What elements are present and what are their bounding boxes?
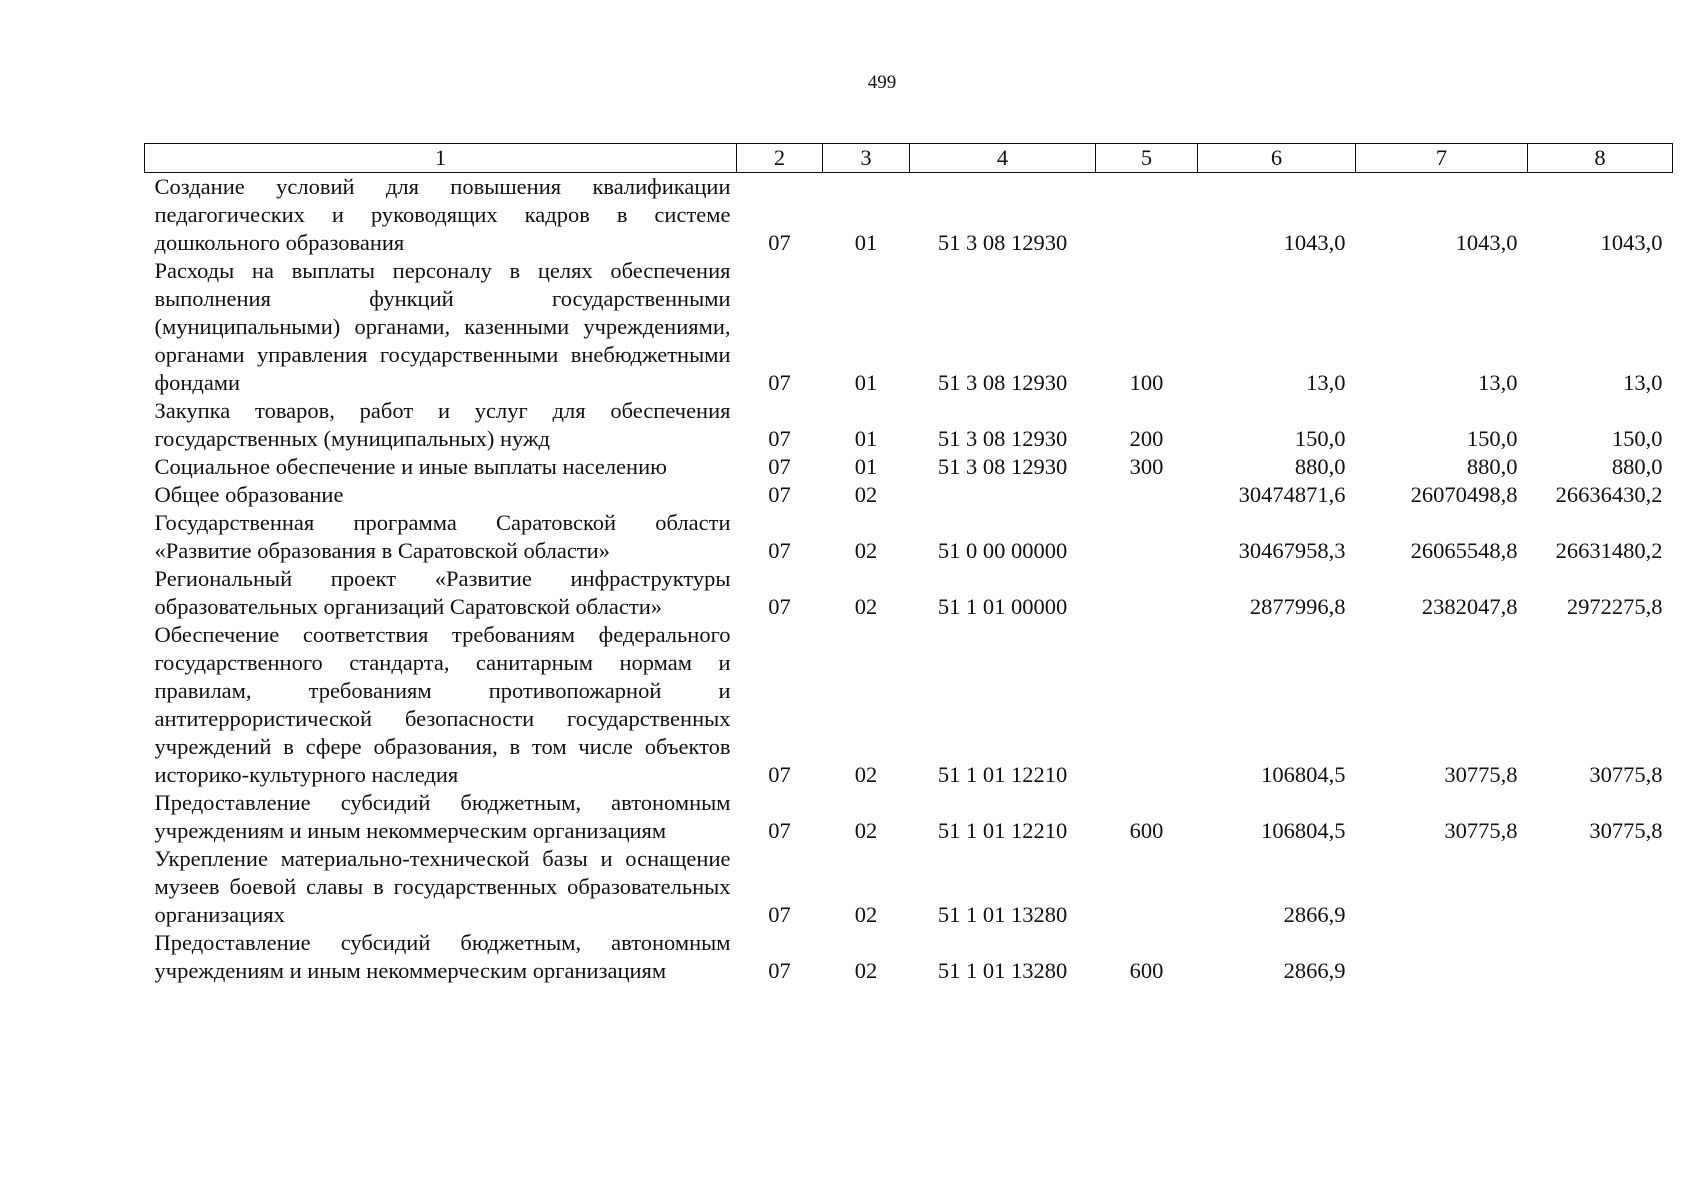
row-target-code: 51 1 01 12210 [937,818,1068,843]
row-subsection: 02 [854,762,878,787]
row-amount-col-6: 150,0 [1294,426,1346,451]
row-expense-type [1096,173,1198,258]
page-number: 499 [867,72,897,93]
table-row [145,397,1673,453]
row-amount-col-6: 1043,0 [1283,230,1346,255]
table-row [145,481,1673,509]
row-name: Расходы на выплаты персоналу в целях обеспечения выполнения функций государственными (муниципальными) органами, казенными учреждениями, органами управления государственными внебюджетными фондами [154,258,731,395]
row-name: Региональный проект «Развитие инфраструктуры образовательных организаций Саратовской области» [154,566,731,619]
row-amount-col-6: 30467958,3 [1238,538,1346,563]
row-amount-col-6: 106804,5 [1261,818,1346,843]
row-target-code: 51 1 01 00000 [937,594,1068,619]
table-row [145,453,1673,481]
row-expense-type: 600 [1129,958,1164,983]
row-name: Укрепление материально-технической базы и оснащение музеев боевой славы в государственных образовательных организациях [154,846,731,927]
header-col-2: 2 [737,144,823,173]
row-target-code: 51 3 08 12930 [937,426,1068,451]
table-row [145,509,1673,565]
row-amount-col-7: 1043,0 [1455,230,1518,255]
row-amount-col-8: 26631480,2 [1555,538,1663,563]
row-amount-col-6: 2877996,8 [1249,594,1346,619]
row-expense-type [1096,845,1198,929]
row-amount-col-8: 2972275,8 [1566,594,1663,619]
row-expense-type [1096,481,1198,509]
row-section: 07 [768,902,791,927]
row-amount-col-7 [1356,845,1528,929]
row-amount-col-6: 13,0 [1306,370,1346,395]
row-section: 07 [768,230,791,255]
row-subsection: 01 [854,454,878,479]
table-body [145,173,1673,986]
row-section: 07 [768,594,791,619]
table-row [145,929,1673,985]
row-name: Создание условий для повышения квалификации педагогических и руководящих кадров в системе дошкольного образования [154,174,731,255]
row-amount-col-7: 2382047,8 [1421,594,1518,619]
budget-table [144,143,1673,985]
row-amount-col-8 [1528,845,1673,929]
row-amount-col-8: 30775,8 [1589,818,1663,843]
row-section: 07 [768,426,791,451]
row-amount-col-8: 13,0 [1623,370,1663,395]
row-subsection: 02 [854,594,878,619]
row-name: Государственная программа Саратовской области «Развитие образования в Саратовской области» [154,510,731,563]
row-amount-col-6: 880,0 [1294,454,1346,479]
header-col-8: 8 [1528,144,1673,173]
row-amount-col-7: 13,0 [1478,370,1518,395]
row-name: Предоставление субсидий бюджетным, автономным учреждениям и иным некоммерческим организациям [154,790,731,843]
row-amount-col-8 [1528,929,1673,985]
row-amount-col-8: 30775,8 [1589,762,1663,787]
row-name: Общее образование [154,482,344,507]
table-row [145,173,1673,258]
row-section: 07 [768,482,791,507]
row-target-code: 51 3 08 12930 [937,454,1068,479]
table-row [145,845,1673,929]
row-amount-col-8: 150,0 [1611,426,1663,451]
table-row [145,789,1673,845]
table-row [145,621,1673,789]
table-header [145,144,1673,173]
header-col-7: 7 [1356,144,1528,173]
row-section: 07 [768,818,791,843]
row-amount-col-6: 30474871,6 [1238,482,1346,507]
row-amount-col-8: 1043,0 [1600,230,1663,255]
row-subsection: 02 [854,818,878,843]
row-subsection: 02 [854,958,878,983]
table-row [145,257,1673,397]
row-target-code: 51 1 01 13280 [937,958,1068,983]
row-target-code [910,481,1096,509]
row-subsection: 02 [854,902,878,927]
row-name: Социальное обеспечение и иные выплаты населению [154,454,667,479]
header-row [145,144,1673,173]
row-subsection: 01 [854,230,878,255]
row-amount-col-7: 26065548,8 [1410,538,1518,563]
row-expense-type: 200 [1129,426,1164,451]
row-subsection: 02 [854,482,878,507]
row-section: 07 [768,958,791,983]
header-col-3: 3 [823,144,910,173]
row-target-code: 51 3 08 12930 [937,230,1068,255]
row-expense-type: 100 [1129,370,1164,395]
row-amount-col-6: 2866,9 [1283,902,1346,927]
row-expense-type: 300 [1129,454,1164,479]
row-expense-type [1096,509,1198,565]
row-target-code: 51 3 08 12930 [937,370,1068,395]
row-section: 07 [768,370,791,395]
row-name: Обеспечение соответствия требованиям федерального государственного стандарта, санитарным нормам и правилам, требованиям противопожарной и антитеррористической безопасности государственных учреждений в сфере образования, в том числе объектов историко-культурного наследия [154,622,731,787]
row-amount-col-8: 26636430,2 [1555,482,1663,507]
row-expense-type [1096,565,1198,621]
row-amount-col-7: 30775,8 [1444,762,1518,787]
header-col-6: 6 [1198,144,1356,173]
row-amount-col-7: 26070498,8 [1410,482,1518,507]
row-target-code: 51 0 00 00000 [937,538,1068,563]
row-amount-col-7: 150,0 [1466,426,1518,451]
row-amount-col-7: 30775,8 [1444,818,1518,843]
row-amount-col-6: 106804,5 [1261,762,1346,787]
row-subsection: 01 [854,370,878,395]
row-amount-col-7 [1356,929,1528,985]
row-section: 07 [768,454,791,479]
row-section: 07 [768,538,791,563]
header-col-1: 1 [145,144,737,173]
header-col-5: 5 [1096,144,1198,173]
row-subsection: 02 [854,538,878,563]
row-expense-type [1096,621,1198,789]
row-target-code: 51 1 01 13280 [937,902,1068,927]
row-target-code: 51 1 01 12210 [937,762,1068,787]
row-section: 07 [768,762,791,787]
header-col-4: 4 [910,144,1096,173]
row-name: Предоставление субсидий бюджетным, автономным учреждениям и иным некоммерческим организациям [154,930,731,983]
row-subsection: 01 [854,426,878,451]
row-expense-type: 600 [1129,818,1164,843]
row-amount-col-7: 880,0 [1466,454,1518,479]
table-row [145,565,1673,621]
row-amount-col-8: 880,0 [1611,454,1663,479]
row-name: Закупка товаров, работ и услуг для обеспечения государственных (муниципальных) нужд [154,398,731,451]
row-amount-col-6: 2866,9 [1283,958,1346,983]
